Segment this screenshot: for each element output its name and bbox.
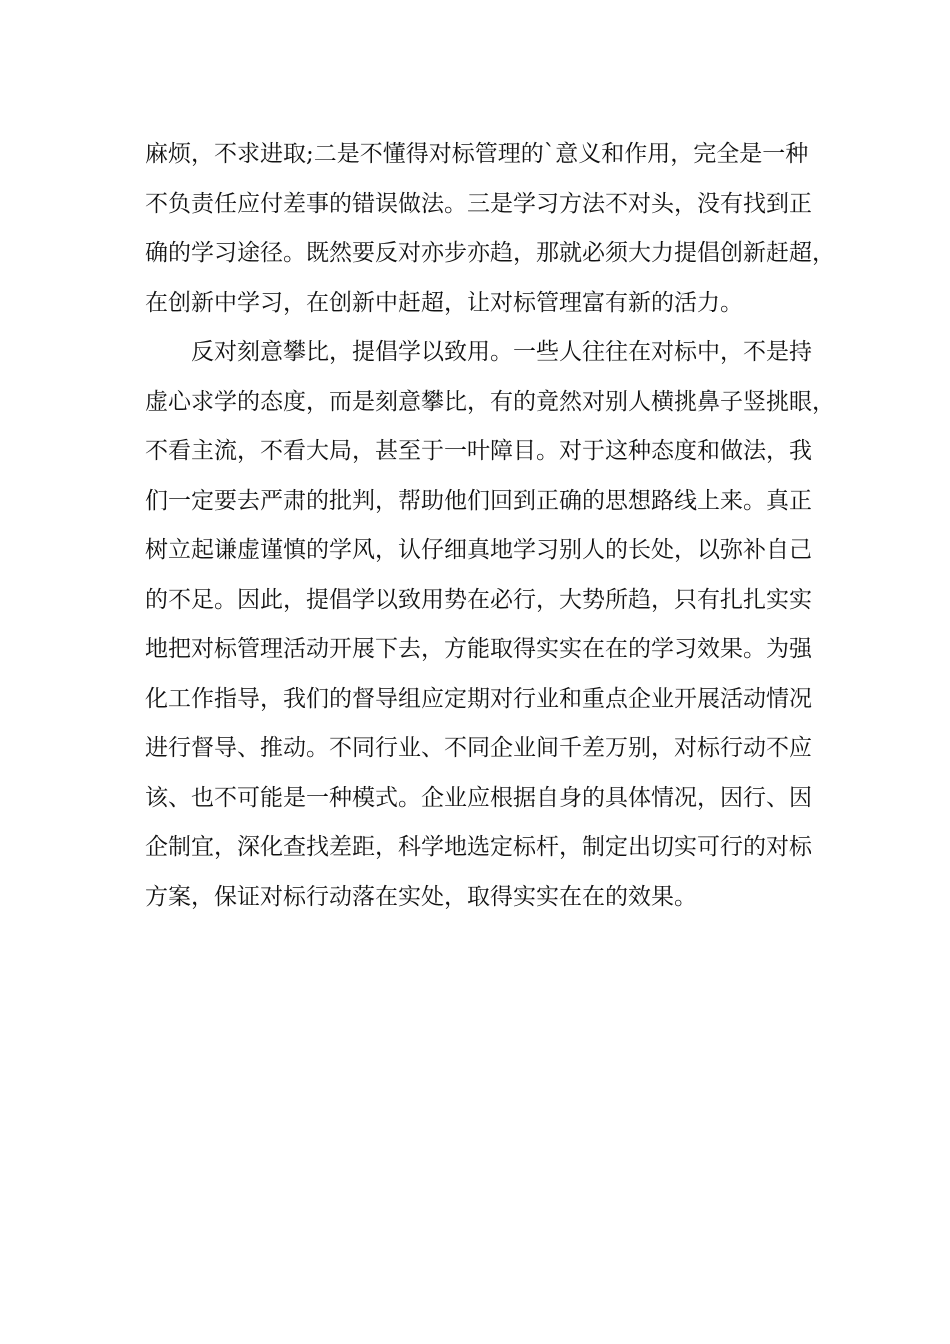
text-line: 确的学习途径。既然要反对亦步亦趋，那就必须大力提倡创新赶超， <box>145 240 835 266</box>
text-line: 不看主流，不看大局，甚至于一叶障目。对于这种态度和做法，我 <box>145 438 812 464</box>
text-line: 的不足。因此，提倡学以致用势在必行，大势所趋，只有扎扎实实 <box>145 586 812 613</box>
text-line: 在创新中学习，在创新中赶超，让对标管理富有新的活力。 <box>145 289 743 316</box>
text-line: 不负责任应付差事的错误做法。三是学习方法不对头，没有找到正 <box>145 190 812 217</box>
text-line: 方案，保证对标行动落在实处，取得实实在在的效果。 <box>145 883 697 910</box>
text-line: 反对刻意攀比，提倡学以致用。一些人往往在对标中，不是持 <box>191 339 812 365</box>
paragraph-2 <box>145 328 835 922</box>
paragraph-1 <box>145 130 835 328</box>
text-line: 企制宜，深化查找差距，科学地选定标杆，制定出切实可行的对标 <box>145 834 812 860</box>
text-line: 化工作指导，我们的督导组应定期对行业和重点企业开展活动情况 <box>145 685 812 712</box>
text-line: 虚心求学的态度，而是刻意攀比，有的竟然对别人横挑鼻子竖挑眼， <box>145 388 835 415</box>
text-line: 该、也不可能是一种模式。企业应根据自身的具体情况，因行、因 <box>145 784 812 811</box>
document-body <box>145 130 835 922</box>
text-line: 地把对标管理活动开展下去，方能取得实实在在的学习效果。为强 <box>145 636 812 662</box>
text-line: 们一定要去严肃的批判，帮助他们回到正确的思想路线上来。真正 <box>145 487 812 514</box>
text-line: 麻烦，不求进取;二是不懂得对标管理的`意义和作用，完全是一种 <box>145 141 809 167</box>
text-line: 树立起谦虚谨慎的学风，认仔细真地学习别人的长处，以弥补自己 <box>145 537 812 563</box>
text-line: 进行督导、推动。不同行业、不同企业间千差万别，对标行动不应 <box>145 735 812 761</box>
